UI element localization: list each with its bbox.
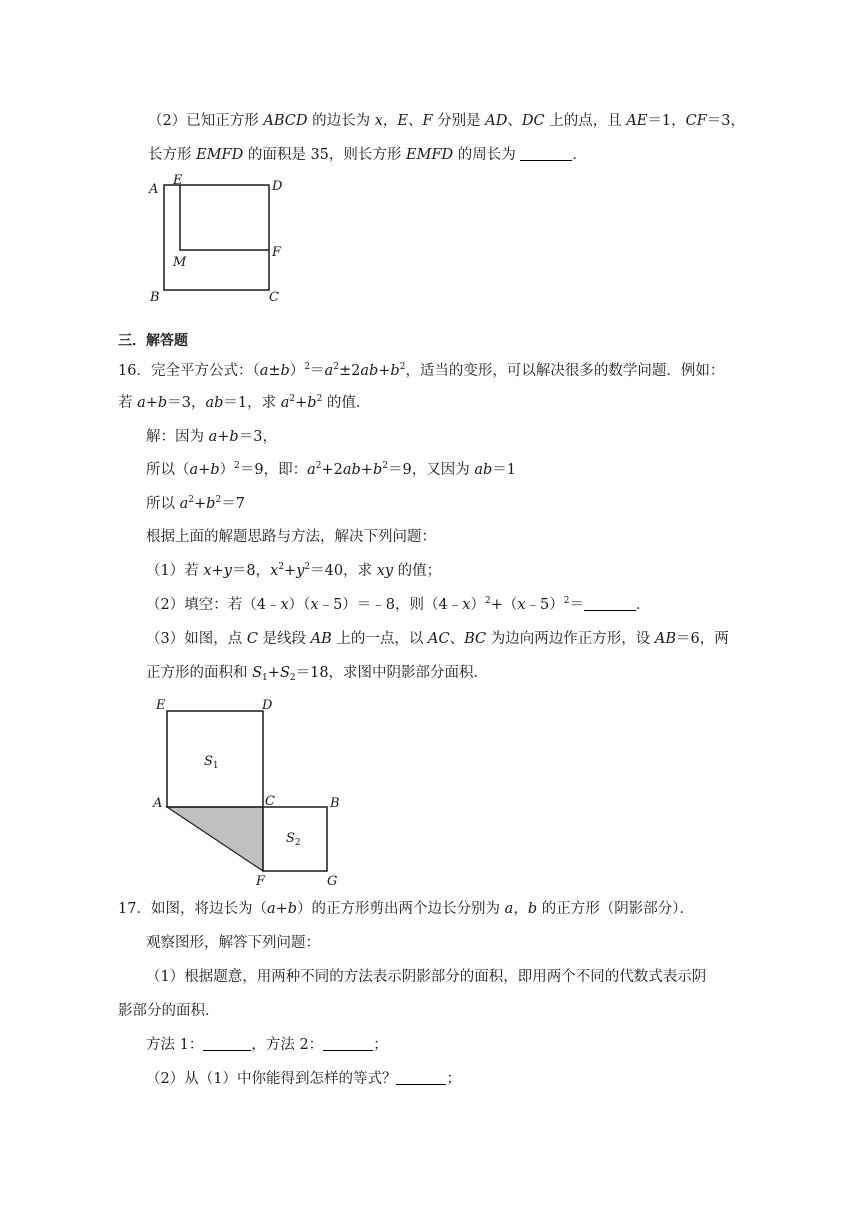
q17-line3: （1）根据题意，用两种不同的方法表示阴影部分的面积，即用两个不同的代数式表示阴: [146, 969, 707, 985]
q16-line10: 正方形的面积和 $S_1+S_2=18$，求图中阴影部分面积．: [146, 665, 489, 683]
q16-line9: （3）如图，点 C 是线段 AB 上的一点，以 AC、BC 为边向两边作正方形，设 AB＝6，两: [146, 631, 729, 647]
q17-line5: 方法 1： ，方法 2： ；: [146, 1037, 388, 1053]
q15-part2-line1: （2）已知正方形 ABCD 的边长为 x，E、F 分别是 AD、DC 上的点，且 AE＝1，CF＝3，: [148, 113, 745, 129]
q16-line2: 若 a+b＝3，ab＝1，求 $a^2+b^2$ 的值．: [118, 394, 371, 411]
answer-blank-equation[interactable]: [396, 1070, 446, 1085]
label-C: C: [265, 794, 275, 809]
label-E: E: [173, 173, 183, 188]
label-F: F: [256, 874, 266, 889]
label-E: E: [156, 698, 166, 713]
answer-blank-method2[interactable]: [323, 1036, 373, 1051]
label-F: F: [272, 245, 282, 260]
label-s1: $S_1$: [204, 754, 219, 771]
q16-line7: （1）若 x+y＝8，$x^2+y^2=40$，求 xy 的值；: [146, 562, 442, 579]
label-B: B: [330, 796, 340, 811]
q17-line6: （2）从（1）中你能得到怎样的等式？ ；: [146, 1071, 461, 1087]
square-abcd-figure: [140, 170, 300, 310]
q17-line4: 影部分的面积．: [118, 1003, 220, 1019]
section-title: 三．解答题: [118, 333, 188, 349]
q16-line3: 解：因为 a+b＝3，: [146, 429, 277, 445]
q15-part2-line2: 长方形 EMFD 的面积是 35，则长方形 EMFD 的周长为 ．: [148, 147, 587, 163]
rectangle-emfd: [180, 185, 269, 250]
q16-line5: 所以 $a^2+b^2=7$: [146, 495, 245, 512]
q16-line4: 所以$(a+b)^2=9$，即：$a^2+2ab+b^2=9$，又因为 ab＝1: [146, 461, 516, 478]
label-s2: $S_2$: [286, 831, 301, 848]
two-squares-figure: [150, 695, 360, 890]
q17-line1: 17．如图，将边长为（a+b）的正方形剪出两个边长分别为 a，b 的正方形（阴影部分）．: [118, 901, 694, 917]
answer-blank-method1[interactable]: [203, 1036, 251, 1051]
label-B: B: [150, 290, 160, 305]
q16-line1: 16．完全平方公式：$(a\pm b)^2=a^2\pm 2ab+b^2$，适当的变形，可以解决很多的数学问题．例如：: [118, 362, 725, 379]
label-G: G: [327, 874, 338, 889]
label-M: M: [173, 255, 187, 270]
label-D: D: [272, 179, 283, 194]
label-A: A: [149, 182, 159, 197]
q17-line2: 观察图形，解答下列问题：: [146, 935, 320, 951]
shaded-triangle: [167, 807, 263, 871]
label-D: D: [262, 698, 273, 713]
q16-line6: 根据上面的解题思路与方法，解决下列问题：: [146, 529, 436, 545]
answer-blank[interactable]: [520, 146, 572, 161]
square-s1: [167, 711, 263, 807]
label-C: C: [269, 290, 279, 305]
answer-blank[interactable]: [584, 596, 636, 611]
q16-line8: （2）填空：若（4﹣x）（x﹣5）＝﹣8，则（4﹣x）$^2$+（x﹣5）$^2$＝ ．: [146, 596, 651, 613]
label-A: A: [153, 796, 163, 811]
